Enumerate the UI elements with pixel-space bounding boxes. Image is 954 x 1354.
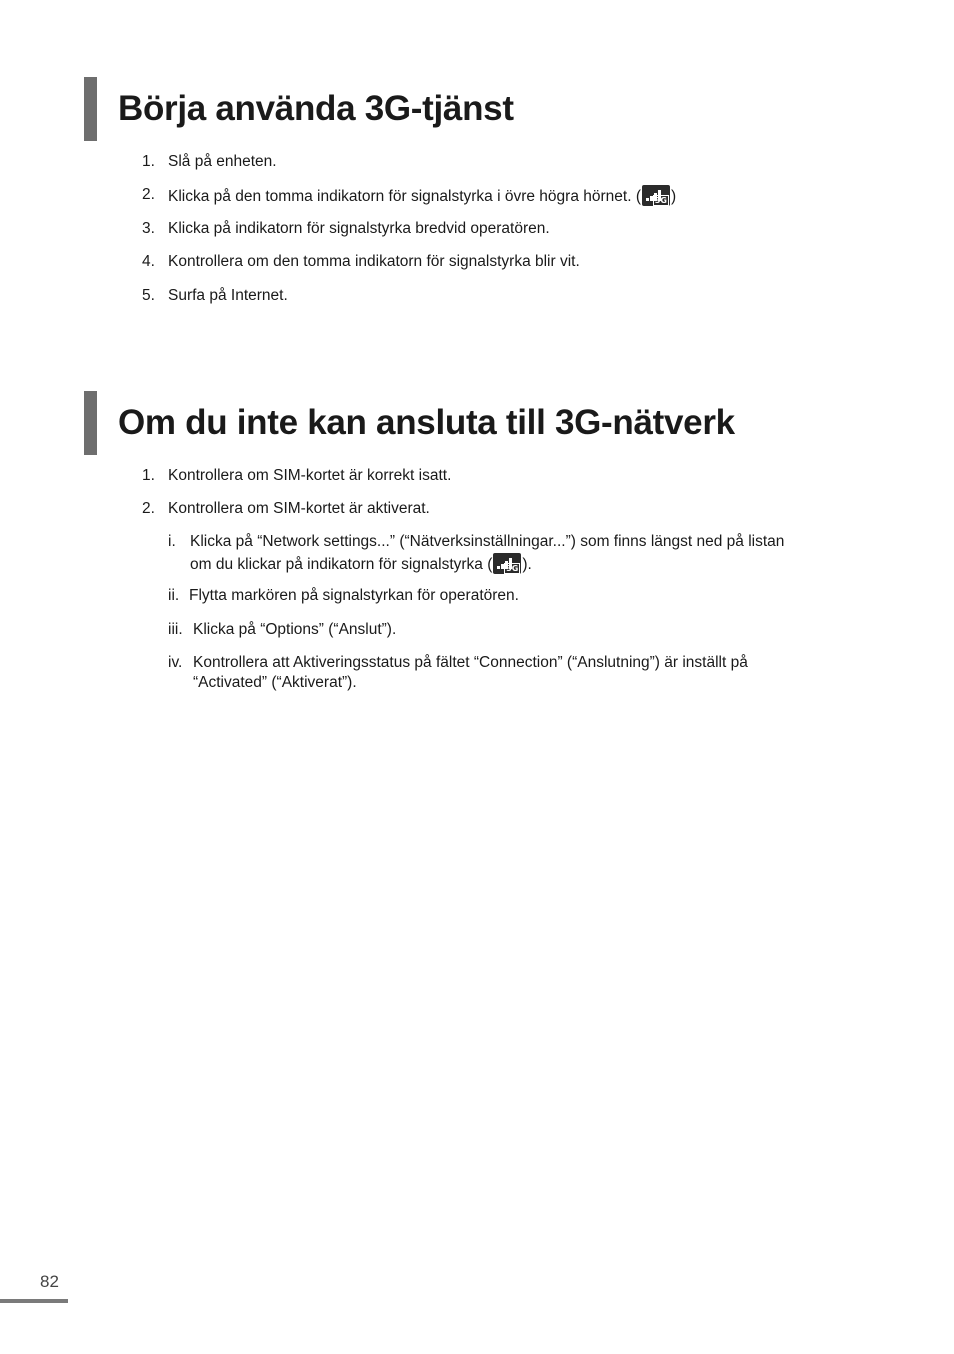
signal-strength-3g-icon: 3G: [493, 553, 521, 574]
signal-strength-3g-icon: 3G: [642, 185, 670, 206]
page-number: 82: [40, 1272, 59, 1291]
section-heading-start-3g: [84, 77, 514, 141]
section-title: Om du inte kan ansluta till 3G-nätverk: [118, 403, 735, 442]
footer-rule: [0, 1299, 68, 1303]
page-title: Börja använda 3G-tjänst: [118, 89, 514, 128]
section-heading-cannot-connect: [84, 391, 735, 455]
